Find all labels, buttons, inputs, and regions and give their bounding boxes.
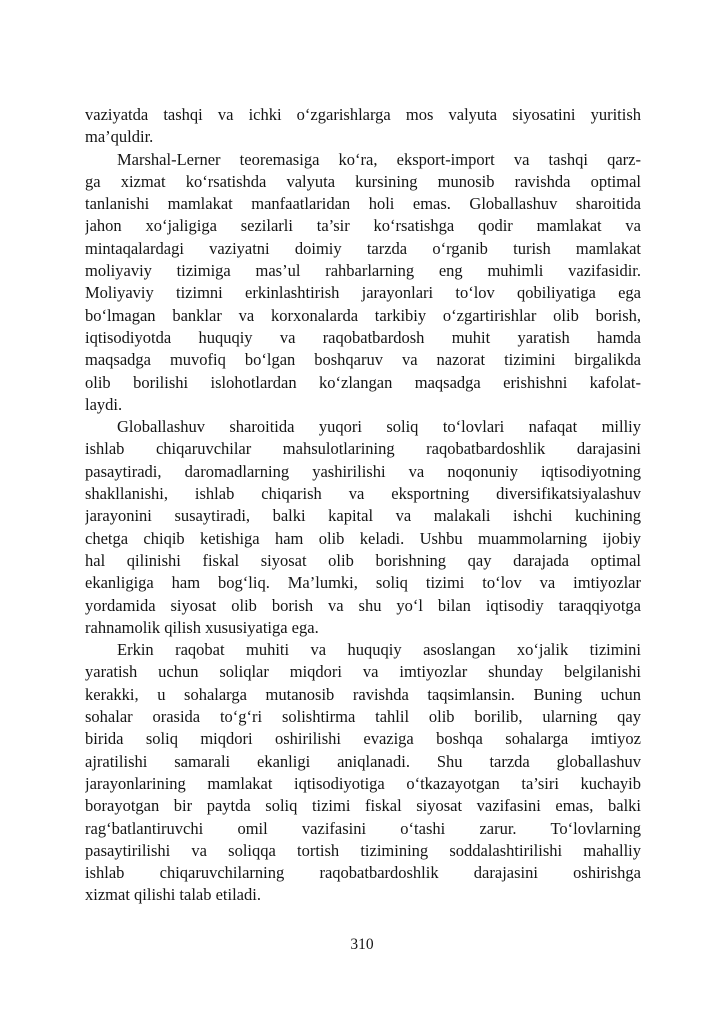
text-line: mintaqalardagi vaziyatni doimiy tarzda o‘rganib turish mamlakat bbox=[85, 238, 641, 258]
paragraph bbox=[85, 416, 641, 639]
text-line: jarayonlarining mamlakat iqtisodiyotiga o‘tkazayotgan ta’siri kuchayib bbox=[85, 773, 641, 793]
text-line: rahnamolik qilish xususiyatiga ega. bbox=[85, 617, 319, 637]
text-line: ga xizmat ko‘rsatishda valyuta kursining munosib ravishda optimal bbox=[85, 171, 641, 191]
text-line: xizmat qilishi talab etiladi. bbox=[85, 885, 261, 905]
text-line: yaratish uchun soliqlar miqdori va imtiyozlar shunday belgilanishi bbox=[85, 662, 641, 682]
text-line: vaziyatda tashqi va ichki o‘zgarishlarga mos valyuta siyosatini yuritish bbox=[85, 105, 641, 124]
text-line: olib borilishi islohotlardan ko‘zlangan maqsadga erishishni kafolat- bbox=[85, 372, 641, 392]
text-line: iqtisodiyotda huquqiy va raqobatbardosh muhit yaratish hamda bbox=[85, 327, 641, 347]
text-line: yordamida siyosat olib borish va shu yo‘l bilan iqtisodiy taraqqiyotga bbox=[85, 595, 641, 615]
text-line: pasaytiradi, daromadlarning yashirilishi va noqonuniy iqtisodiyotning bbox=[85, 461, 641, 481]
text-line: ajratilishi samarali ekanligi aniqlanadi. Shu tarzda globallashuv bbox=[85, 751, 641, 771]
text-line: Marshal-Lerner teoremasiga ko‘ra, eksport-import va tashqi qarz- bbox=[117, 149, 641, 169]
text-line: ma’quldir. bbox=[85, 127, 154, 147]
text-line: birida soliq miqdori oshirilishi evaziga boshqa sohalarga imtiyoz bbox=[85, 729, 641, 749]
text-line: maqsadga muvofiq bo‘lgan boshqaruv va nazorat tizimini birgalikda bbox=[85, 350, 641, 370]
text-line: jahon xo‘jaligiga sezilarli ta’sir ko‘rsatishga qodir mamlakat va bbox=[85, 216, 641, 236]
text-line: ishlab chiqaruvchilar mahsulotlarining raqobatbardoshlik darajasini bbox=[85, 439, 641, 459]
text-line: sohalar orasida to‘g‘ri solishtirma tahlil olib borilib, ularning qay bbox=[85, 707, 641, 727]
page-text-block bbox=[85, 104, 641, 907]
text-line: borayotgan bir paytda soliq tizimi fiskal siyosat vazifasini emas, balki bbox=[85, 796, 641, 816]
paragraph bbox=[85, 104, 641, 149]
text-line: kerakki, u sohalarga mutanosib ravishda taqsimlansin. Buning uchun bbox=[85, 684, 641, 704]
text-line: chetga chiqib ketishiga ham olib keladi. Ushbu muammolarning ijobiy bbox=[85, 528, 641, 548]
text-line: pasaytirilishi va soliqqa tortish tizimining soddalashtirilishi mahalliy bbox=[85, 840, 641, 860]
text-line: rag‘batlantiruvchi omil vazifasini o‘tashi zarur. To‘lovlarning bbox=[85, 818, 641, 838]
text-line: tanlanishi mamlakat manfaatlaridan holi emas. Globallashuv sharoitida bbox=[85, 194, 641, 214]
text-line: laydi. bbox=[85, 394, 123, 414]
text-line: ekanligiga ham bog‘liq. Ma’lumki, soliq tizimi to‘lov va imtiyozlar bbox=[85, 573, 641, 593]
text-line: ishlab chiqaruvchilarning raqobatbardoshlik darajasini oshirishga bbox=[85, 863, 641, 883]
text-line: hal qilinishi fiskal siyosat olib borishning qay darajada optimal bbox=[85, 550, 641, 570]
text-line: shakllanishi, ishlab chiqarish va eksportning diversifikatsiyalashuv bbox=[85, 484, 641, 504]
text-line: moliyaviy tizimiga mas’ul rahbarlarning eng muhimli vazifasidir. bbox=[85, 261, 641, 281]
text-line: Globallashuv sharoitida yuqori soliq to‘lovlari nafaqat milliy bbox=[117, 417, 641, 437]
text-line: bo‘lmagan banklar va korxonalarda tarkibiy o‘zgartirishlar olib borish, bbox=[85, 305, 641, 325]
text-line: Erkin raqobat muhiti va huquqiy asoslangan xo‘jalik tizimini bbox=[117, 640, 641, 660]
text-line: jarayonini susaytiradi, balki kapital va malakali ishchi kuchining bbox=[85, 506, 641, 526]
page-number: 310 bbox=[350, 936, 374, 953]
text-line: Moliyaviy tizimni erkinlashtirish jarayonlari to‘lov qobiliyatiga ega bbox=[85, 283, 641, 303]
paragraph bbox=[85, 149, 641, 417]
paragraph bbox=[85, 639, 641, 907]
